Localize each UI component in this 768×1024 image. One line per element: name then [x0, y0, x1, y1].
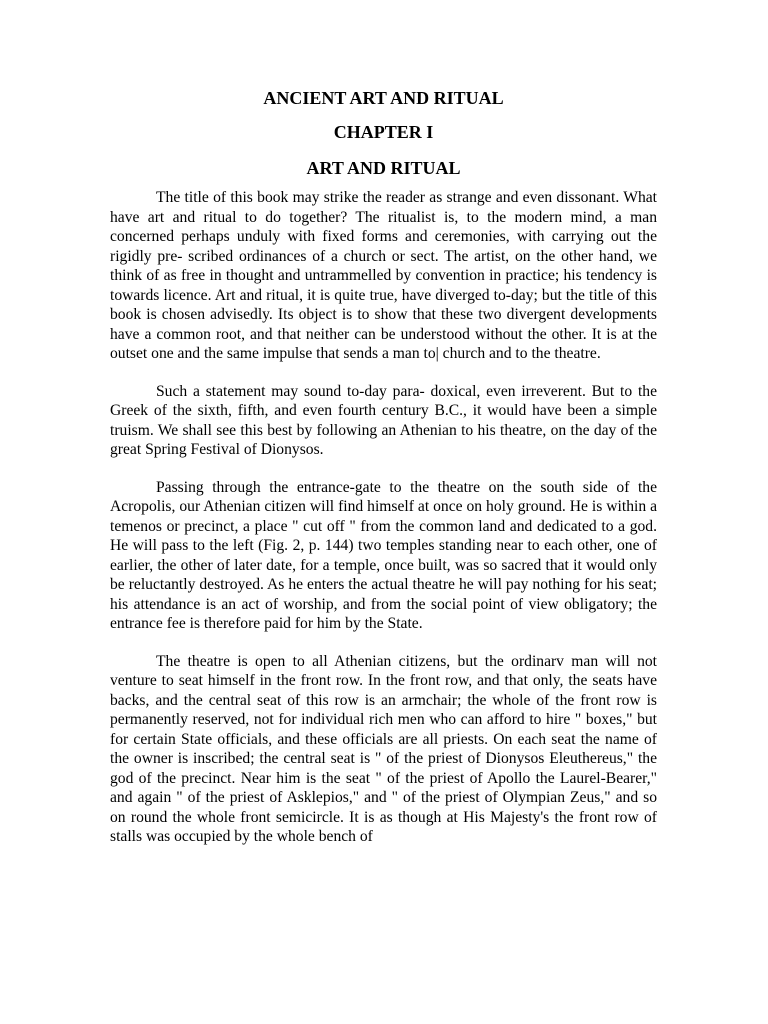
chapter-title: ART AND RITUAL: [306, 158, 461, 178]
paragraph-3: Passing through the entrance-gate to the theatre on the south side of the Acropolis, our Athenian citizen will find himself at once on holy ground. He is within a temenos or precinct, a place " cut off " from the common land and dedicated to a god. He will pass to the left (Fig. 2, p. 144) two temples standing near to each other, one of earlier, the other of later date, for a temple, once built, was so sacred that it would only be reluctantly destroyed. As he enters the actual theatre he will pay nothing for his seat; his attendance is an act of worship, and from the social point of view obligatory; the entrance fee is therefore paid for him by the State.: [110, 478, 657, 632]
paragraph-1: The title of this book may strike the reader as strange and even dissonant. What have art and ritual to do together? The ritualist is, to the modern mind, a man concerned perhaps unduly with fixed forms and ceremonies, with carrying out the rigidly pre- scribed ordinances of a church or sect. The artist, on the other hand, we think of as free in thought and untrammelled by convention in practice; his tendency is towards licence. Art and ritual, it is quite true, have diverged to-day; but the title of this book is chosen advisedly. Its object is to show that these two divergent developments have a common root, and that neither can be understood without the other. It is at the outset one and the same impulse that sends a man to| church and to the theatre.: [110, 189, 657, 362]
paragraph-4: The theatre is open to all Athenian citizens, but the ordinarv man will not venture to seat himself in the front row. In the front row, and that only, the seats have backs, and the central seat of this row is an armchair; the whole of the front row is permanently reserved, not for individual rich men who can afford to hire " boxes," but for certain State officials, and these officials are all priests. On each seat the name of the owner is inscribed; the central seat is " of the priest of Dionysos Eleuthereus," the god of the precinct. Near him is the seat " of the priest of Apollo the Laurel-Bearer," and again " of the priest of Asklepios," and " of the priest of Olympian Zeus," and so on round the whole front semicircle. It is as though at His Majesty's the front row of stalls was occupied by the whole bench of: [110, 652, 657, 845]
document-page: [110, 86, 657, 865]
paragraph-2: Such a statement may sound to-day para- doxical, even irreverent. But to the Greek of the sixth, fifth, and even fourth century B.C., it would have been a simple truism. We shall see this best by following an Athenian to his theatre, on the day of the great Spring Festival of Dionysos.: [110, 382, 657, 458]
book-title: ANCIENT ART AND RITUAL: [263, 88, 504, 108]
chapter-number: CHAPTER I: [333, 122, 434, 142]
